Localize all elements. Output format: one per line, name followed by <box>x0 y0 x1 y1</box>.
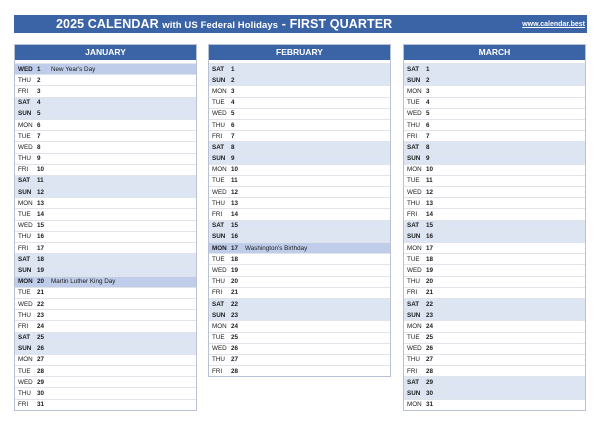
weekday-label: SUN <box>18 266 32 274</box>
day-row <box>15 242 196 253</box>
day-number: 7 <box>231 132 235 140</box>
day-row <box>15 365 196 376</box>
day-row <box>404 309 585 320</box>
weekday-label: SUN <box>18 345 32 353</box>
day-number: 11 <box>426 177 433 185</box>
day-number: 9 <box>426 155 430 163</box>
day-row <box>404 287 585 298</box>
day-row <box>209 264 390 275</box>
day-row <box>209 63 390 74</box>
day-row <box>404 387 585 398</box>
day-row <box>209 220 390 231</box>
weekday-label: MON <box>407 166 422 174</box>
day-number: 31 <box>37 401 45 409</box>
weekday-label: WED <box>212 188 227 196</box>
holiday-name: Martin Luther King Day <box>51 278 116 286</box>
weekday-label: THU <box>18 233 31 241</box>
day-row <box>404 276 585 287</box>
weekday-label: THU <box>212 121 225 129</box>
day-number: 13 <box>37 199 45 207</box>
day-number: 30 <box>37 390 45 398</box>
holiday-name: Washington's Birthday <box>245 244 308 252</box>
day-number: 2 <box>37 76 41 84</box>
weekday-label: WED <box>18 300 33 308</box>
month-january <box>14 44 197 411</box>
day-number: 20 <box>37 278 45 286</box>
weekday-label: THU <box>407 356 420 364</box>
day-row <box>404 376 585 387</box>
day-row <box>404 119 585 130</box>
weekday-label: TUE <box>18 289 31 297</box>
day-number: 27 <box>426 356 434 364</box>
day-number: 7 <box>37 132 41 140</box>
day-row <box>404 298 585 309</box>
day-row <box>209 74 390 85</box>
title-quarter: - FIRST QUARTER <box>281 17 393 31</box>
day-number: 18 <box>426 255 434 263</box>
weekday-label: SUN <box>407 155 421 163</box>
weekday-label: SUN <box>18 110 32 118</box>
day-number: 11 <box>231 177 238 185</box>
day-row <box>209 186 390 197</box>
day-row <box>404 175 585 186</box>
weekday-label: FRI <box>212 367 223 375</box>
day-number: 12 <box>37 188 45 196</box>
day-row <box>209 354 390 365</box>
day-row <box>209 153 390 164</box>
weekday-label: FRI <box>18 322 29 330</box>
day-number: 19 <box>37 266 45 274</box>
day-number: 20 <box>426 278 434 286</box>
day-row <box>15 197 196 208</box>
day-row <box>404 108 585 119</box>
day-row <box>404 320 585 331</box>
day-row <box>15 175 196 186</box>
weekday-label: MON <box>407 322 422 330</box>
month-february <box>208 44 391 377</box>
day-list <box>404 63 585 410</box>
day-row <box>404 85 585 96</box>
weekday-label: SAT <box>407 65 420 73</box>
weekday-label: FRI <box>18 166 29 174</box>
day-row <box>209 130 390 141</box>
weekday-label: MON <box>18 278 33 286</box>
weekday-label: WED <box>407 266 422 274</box>
day-row <box>209 175 390 186</box>
weekday-label: SUN <box>212 311 226 319</box>
day-row <box>15 320 196 331</box>
day-number: 28 <box>231 367 239 375</box>
day-number: 26 <box>37 345 45 353</box>
day-row <box>15 97 196 108</box>
weekday-label: MON <box>407 244 422 252</box>
holiday-row <box>209 242 390 253</box>
day-row <box>404 208 585 219</box>
day-row <box>15 387 196 398</box>
day-number: 21 <box>426 289 434 297</box>
month-header: FEBRUARY <box>209 45 390 60</box>
day-number: 4 <box>426 99 430 107</box>
day-number: 6 <box>426 121 430 129</box>
weekday-label: SAT <box>407 143 420 151</box>
weekday-label: WED <box>407 110 422 118</box>
day-number: 27 <box>231 356 239 364</box>
day-number: 14 <box>37 211 45 219</box>
day-number: 2 <box>231 76 235 84</box>
day-row <box>209 253 390 264</box>
day-number: 9 <box>231 155 235 163</box>
day-row <box>404 153 585 164</box>
weekday-label: TUE <box>212 334 225 342</box>
weekday-label: FRI <box>407 289 418 297</box>
day-row <box>15 119 196 130</box>
day-row <box>209 208 390 219</box>
weekday-label: TUE <box>212 99 225 107</box>
day-row <box>404 97 585 108</box>
day-row <box>209 141 390 152</box>
day-number: 6 <box>37 121 41 129</box>
day-number: 25 <box>426 334 434 342</box>
weekday-label: WED <box>212 266 227 274</box>
day-number: 2 <box>426 76 430 84</box>
day-number: 1 <box>426 65 430 73</box>
day-number: 19 <box>231 266 239 274</box>
weekday-label: FRI <box>18 87 29 95</box>
day-number: 3 <box>426 87 430 95</box>
day-number: 14 <box>231 211 239 219</box>
day-row <box>404 141 585 152</box>
weekday-label: MON <box>212 244 227 252</box>
day-number: 3 <box>37 87 41 95</box>
day-row <box>209 332 390 343</box>
day-number: 5 <box>231 110 235 118</box>
weekday-label: TUE <box>407 177 420 185</box>
weekday-label: SAT <box>407 378 420 386</box>
weekday-label: SAT <box>212 222 225 230</box>
day-row <box>404 63 585 74</box>
weekday-label: THU <box>212 356 225 364</box>
day-row <box>15 376 196 387</box>
day-number: 1 <box>37 65 41 73</box>
day-number: 15 <box>426 222 434 230</box>
day-number: 5 <box>426 110 430 118</box>
day-list <box>15 63 196 410</box>
weekday-label: FRI <box>407 367 418 375</box>
day-number: 16 <box>37 233 45 241</box>
day-number: 31 <box>426 401 434 409</box>
day-row <box>404 164 585 175</box>
day-row <box>404 242 585 253</box>
weekday-label: MON <box>18 356 33 364</box>
weekday-label: THU <box>18 155 31 163</box>
day-row <box>15 186 196 197</box>
weekday-label: SUN <box>212 76 226 84</box>
weekday-label: MON <box>18 121 33 129</box>
day-number: 15 <box>37 222 45 230</box>
weekday-label: MON <box>212 87 227 95</box>
day-number: 8 <box>426 143 430 151</box>
weekday-label: TUE <box>407 255 420 263</box>
day-number: 27 <box>37 356 45 364</box>
weekday-label: FRI <box>212 211 223 219</box>
weekday-label: TUE <box>407 99 420 107</box>
weekday-label: SAT <box>407 300 420 308</box>
day-number: 24 <box>231 322 239 330</box>
day-row <box>209 276 390 287</box>
weekday-label: SAT <box>212 143 225 151</box>
day-number: 8 <box>231 143 235 151</box>
day-number: 10 <box>37 166 45 174</box>
day-row <box>404 130 585 141</box>
weekday-label: SUN <box>212 155 226 163</box>
day-number: 17 <box>426 244 434 252</box>
day-row <box>15 264 196 275</box>
day-number: 14 <box>426 211 434 219</box>
weekday-label: THU <box>212 199 225 207</box>
day-number: 10 <box>426 166 434 174</box>
day-number: 3 <box>231 87 235 95</box>
day-row <box>15 354 196 365</box>
day-row <box>15 141 196 152</box>
month-march <box>403 44 586 411</box>
day-row <box>15 298 196 309</box>
weekday-label: TUE <box>212 177 225 185</box>
weekday-label: THU <box>18 390 31 398</box>
weekday-label: SAT <box>18 177 31 185</box>
weekday-label: TUE <box>407 334 420 342</box>
weekday-label: THU <box>407 199 420 207</box>
day-row <box>15 309 196 320</box>
day-number: 21 <box>37 289 45 297</box>
weekday-label: MON <box>18 199 33 207</box>
day-number: 21 <box>231 289 239 297</box>
day-row <box>209 287 390 298</box>
day-number: 6 <box>231 121 235 129</box>
weekday-label: WED <box>18 143 33 151</box>
weekday-label: MON <box>407 87 422 95</box>
day-number: 17 <box>37 244 45 252</box>
day-number: 23 <box>37 311 45 319</box>
day-number: 9 <box>37 155 41 163</box>
day-row <box>15 164 196 175</box>
day-number: 8 <box>37 143 41 151</box>
day-row <box>404 74 585 85</box>
day-row <box>404 231 585 242</box>
title-bar <box>14 15 587 33</box>
day-row <box>404 354 585 365</box>
day-number: 17 <box>231 244 239 252</box>
weekday-label: SAT <box>18 255 31 263</box>
day-number: 23 <box>426 311 434 319</box>
day-number: 18 <box>37 255 45 263</box>
day-row <box>404 365 585 376</box>
weekday-label: SAT <box>212 300 225 308</box>
weekday-label: THU <box>407 278 420 286</box>
day-number: 30 <box>426 390 434 398</box>
weekday-label: MON <box>212 166 227 174</box>
day-number: 28 <box>37 367 45 375</box>
day-number: 26 <box>426 345 434 353</box>
weekday-label: SUN <box>407 311 421 319</box>
weekday-label: WED <box>407 345 422 353</box>
day-row <box>404 253 585 264</box>
weekday-label: SUN <box>407 390 421 398</box>
day-row <box>404 220 585 231</box>
day-row <box>209 197 390 208</box>
day-number: 22 <box>426 300 434 308</box>
day-number: 22 <box>231 300 239 308</box>
day-row <box>15 130 196 141</box>
day-number: 22 <box>37 300 45 308</box>
weekday-label: TUE <box>18 367 31 375</box>
day-number: 4 <box>37 99 41 107</box>
month-header: MARCH <box>404 45 585 60</box>
weekday-label: SAT <box>18 334 31 342</box>
day-row <box>15 399 196 410</box>
weekday-label: FRI <box>212 132 223 140</box>
day-row <box>404 343 585 354</box>
weekday-label: TUE <box>18 132 31 140</box>
day-number: 12 <box>426 188 434 196</box>
weekday-label: THU <box>18 311 31 319</box>
day-number: 26 <box>231 345 239 353</box>
day-row <box>15 220 196 231</box>
day-row <box>15 332 196 343</box>
day-row <box>15 74 196 85</box>
weekday-label: SAT <box>212 65 225 73</box>
day-row <box>15 253 196 264</box>
weekday-label: FRI <box>407 132 418 140</box>
day-number: 25 <box>231 334 239 342</box>
website-link[interactable]: www.calendar.best <box>522 21 585 28</box>
day-row <box>209 164 390 175</box>
weekday-label: FRI <box>407 211 418 219</box>
weekday-label: FRI <box>212 289 223 297</box>
day-row <box>209 320 390 331</box>
day-row <box>404 399 585 410</box>
weekday-label: FRI <box>18 401 29 409</box>
day-row <box>15 208 196 219</box>
weekday-label: WED <box>18 222 33 230</box>
weekday-label: SAT <box>407 222 420 230</box>
day-number: 11 <box>37 177 44 185</box>
weekday-label: WED <box>407 188 422 196</box>
weekday-label: FRI <box>18 244 29 252</box>
weekday-label: MON <box>212 322 227 330</box>
day-number: 25 <box>37 334 45 342</box>
weekday-label: SAT <box>18 99 31 107</box>
day-row <box>404 186 585 197</box>
day-row <box>209 119 390 130</box>
day-row <box>209 108 390 119</box>
day-number: 15 <box>231 222 239 230</box>
weekday-label: THU <box>407 121 420 129</box>
day-row <box>15 343 196 354</box>
day-row <box>209 231 390 242</box>
weekday-label: THU <box>18 76 31 84</box>
weekday-label: WED <box>18 65 33 73</box>
title-main: 2025 CALENDAR <box>56 17 159 31</box>
day-row <box>209 309 390 320</box>
day-row <box>209 298 390 309</box>
day-number: 13 <box>426 199 434 207</box>
day-number: 29 <box>426 378 434 386</box>
day-list <box>209 63 390 376</box>
day-row <box>209 85 390 96</box>
weekday-label: TUE <box>212 255 225 263</box>
day-number: 12 <box>231 188 239 196</box>
page-title <box>56 16 392 34</box>
day-number: 16 <box>426 233 434 241</box>
weekday-label: MON <box>407 401 422 409</box>
day-number: 5 <box>37 110 41 118</box>
day-row <box>209 365 390 376</box>
weekday-label: WED <box>212 345 227 353</box>
day-number: 23 <box>231 311 239 319</box>
day-number: 13 <box>231 199 239 207</box>
day-row <box>15 108 196 119</box>
month-header: JANUARY <box>15 45 196 60</box>
day-row <box>404 197 585 208</box>
day-number: 24 <box>426 322 434 330</box>
day-number: 28 <box>426 367 434 375</box>
day-number: 7 <box>426 132 430 140</box>
day-row <box>15 231 196 242</box>
day-row <box>15 153 196 164</box>
day-row <box>404 264 585 275</box>
weekday-label: WED <box>18 378 33 386</box>
holiday-name: New Year's Day <box>51 65 96 73</box>
day-number: 16 <box>231 233 239 241</box>
day-number: 10 <box>231 166 239 174</box>
day-number: 24 <box>37 322 45 330</box>
day-row <box>209 97 390 108</box>
day-number: 20 <box>231 278 239 286</box>
day-number: 1 <box>231 65 235 73</box>
weekday-label: SUN <box>18 188 32 196</box>
weekday-label: SUN <box>212 233 226 241</box>
day-row <box>404 332 585 343</box>
day-row <box>15 287 196 298</box>
holiday-row <box>15 276 196 287</box>
weekday-label: TUE <box>18 211 31 219</box>
day-number: 18 <box>231 255 239 263</box>
weekday-label: SUN <box>407 76 421 84</box>
day-number: 19 <box>426 266 434 274</box>
holiday-row <box>15 63 196 74</box>
day-number: 4 <box>231 99 235 107</box>
title-subtitle: with US Federal Holidays <box>162 20 279 31</box>
weekday-label: SUN <box>407 233 421 241</box>
day-number: 29 <box>37 378 45 386</box>
weekday-label: THU <box>212 278 225 286</box>
weekday-label: WED <box>212 110 227 118</box>
day-row <box>209 343 390 354</box>
day-row <box>15 85 196 96</box>
